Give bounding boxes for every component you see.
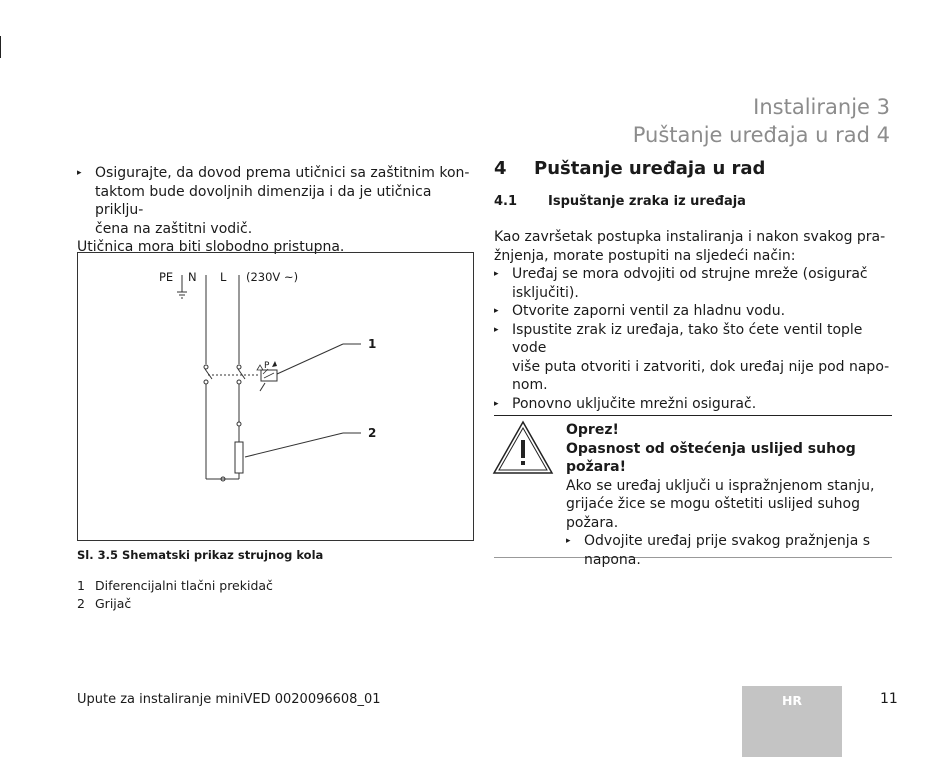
section-heading (494, 160, 892, 179)
text-line: ▸ Otvorite zaporni ventil za hladnu vodu. (512, 303, 786, 319)
text-line: više puta otvoriti i zatvoriti, dok uređaj nije pod napo- (512, 358, 890, 375)
legend-num: 2 (77, 595, 85, 611)
warning-triangle-icon (492, 420, 554, 476)
paragraph: Utičnica mora biti slobodno pristupna. (77, 239, 345, 255)
intro-paragraph (494, 228, 892, 265)
subsection-title: Ispuštanje zraka iz uređaja (548, 193, 746, 209)
label-pe: PE (159, 270, 174, 284)
label-p: P (264, 361, 270, 371)
section-number: 4 (494, 158, 507, 179)
legend-num: 1 (77, 578, 85, 593)
text-line: nom. (512, 377, 548, 393)
text-line: ▸ Ponovno uključite mrežni osigurač. (512, 395, 757, 412)
legend-item (77, 577, 273, 595)
contact (237, 380, 241, 384)
label-l: L (220, 270, 227, 284)
text-line: Kao završetak postupka instaliranja i nakon svakog pra- (494, 229, 886, 245)
header-chapter: Instaliranje 3 (753, 95, 890, 119)
callout-line-1 (277, 344, 343, 374)
step-item (494, 395, 892, 414)
text-line: isključiti). (512, 284, 579, 301)
warning-action (566, 532, 892, 569)
heater-symbol (235, 442, 243, 473)
legend-item (77, 595, 273, 613)
legend-text: Diferencijalni tlačni prekidač (95, 578, 273, 593)
label-voltage: (230V ~) (246, 270, 299, 284)
page-number: 11 (880, 691, 898, 707)
circuit-svg (78, 253, 475, 542)
text-line: požara. (566, 514, 619, 531)
language-label: HR (781, 693, 803, 708)
text-line: taktom bude dovoljnih dimenzija i da je utičnica priklju- (95, 183, 432, 218)
callout-2: 2 (368, 426, 377, 440)
step-item (494, 321, 892, 395)
warning-subtitle: Opasnost od oštećenja uslijed suhog požara! (566, 440, 856, 475)
warning-title: Oprez! (566, 422, 619, 438)
running-header (633, 93, 890, 149)
text-line: ▸ Odvojite uređaj prije svakog pražnjenja s (584, 533, 871, 549)
contact (237, 365, 241, 369)
label-n: N (188, 270, 197, 284)
subsection-heading (494, 193, 892, 212)
text-line: ▸ Osigurajte, da dovod prema utičnici sa zaštitnim kon- (95, 165, 470, 181)
footer-document-title: Upute za instaliranje miniVED 0020096608_01 (77, 692, 381, 707)
right-column (494, 160, 892, 413)
triangle-mark (257, 365, 263, 370)
legend-text: Grijač (95, 595, 132, 611)
contact (204, 365, 208, 369)
contact (204, 380, 208, 384)
section-title: Puštanje uređaja u rad (534, 158, 766, 179)
text-line: grijaće žice se mogu oštetiti uslijed suhog (566, 496, 860, 512)
subsection-number: 4.1 (494, 193, 518, 209)
circuit-diagram (77, 252, 474, 541)
text-line: ▸ Ispustite zrak iz uređaja, tako što ćete ventil tople vode (512, 321, 863, 356)
text-line: čena na zaštitni vodič. (95, 220, 253, 237)
callout-1: 1 (368, 337, 377, 351)
text-line: žnjenja, morate postupiti na sljedeći način: (494, 247, 796, 264)
figure-caption: Sl. 3.5 Shematski prikaz strujnog kola (77, 548, 324, 562)
list-item (77, 164, 477, 238)
figure-legend (77, 577, 273, 612)
warning-text (566, 421, 892, 569)
crop-mark (0, 36, 1, 58)
text-line: napona. (584, 551, 641, 568)
step-item (494, 302, 892, 321)
text-line: ▸ Uređaj se mora odvojiti od strujne mreže (osigurač (512, 266, 868, 282)
language-tab (742, 686, 842, 757)
left-column (77, 164, 477, 257)
warning-box (494, 415, 892, 568)
text-line: Ako se uređaj uključi u ispražnjenom stanju, (566, 477, 875, 494)
callout-line-2 (245, 433, 343, 457)
step-item (494, 265, 892, 302)
header-section: Puštanje uređaja u rad 4 (632, 123, 890, 147)
